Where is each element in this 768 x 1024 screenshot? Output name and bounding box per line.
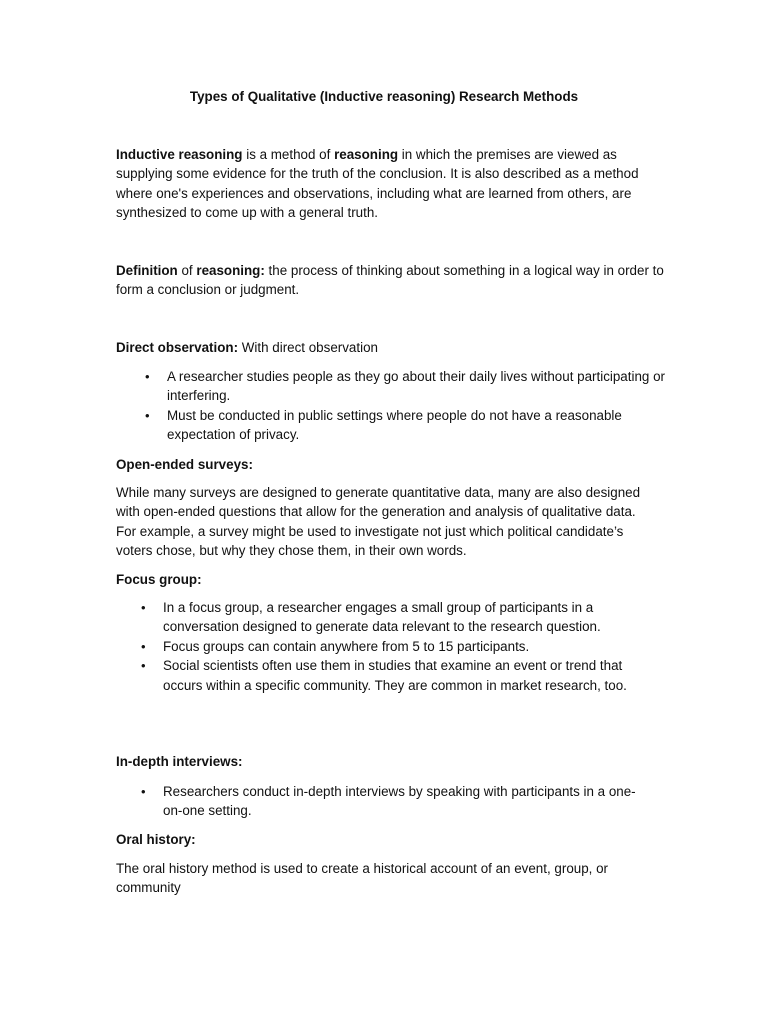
- in-depth-heading: In-depth interviews:: [116, 754, 243, 769]
- inductive-term: Inductive reasoning: [116, 147, 243, 162]
- inductive-paragraph: [116, 145, 676, 223]
- list-item: • Social scientists often use them in studies that examine an event or trend that occurs within a specific community. They are common in market research, too.: [141, 656, 641, 695]
- open-ended-paragraph: While many surveys are designed to generate quantitative data, many are also designed with open-ended questions that allow for the generation and analysis of qualitative data. For example, a survey might be used to investigate not just which political candidate’s voters chose, but why they chose them, in their own words.: [116, 485, 641, 559]
- list-item: • A researcher studies people as they go about their daily lives without participating or interfering.: [145, 367, 665, 406]
- direct-observation-heading-line: [116, 338, 676, 357]
- list-item: • Must be conducted in public settings where people do not have a reasonable expectation of privacy.: [145, 406, 665, 445]
- list-item: • Researchers conduct in-depth interviews by speaking with participants in a one-on-one setting.: [141, 782, 641, 821]
- list-item: • Focus groups can contain anywhere from 5 to 15 participants.: [141, 637, 641, 656]
- definition-text-1: of: [177, 263, 197, 278]
- oral-history-heading: Oral history:: [116, 832, 196, 847]
- direct-observation-intro: With direct observation: [238, 340, 378, 355]
- inductive-text-1: is a method of: [242, 147, 335, 162]
- direct-observation-list: [145, 367, 665, 445]
- inductive-text-2: in which the premises are viewed as supplying some evidence for the truth of the conclusion. It is also described as a method where one's experiences and observations, including what are learned from others, are synthesized to come up with a general truth.: [116, 147, 639, 221]
- focus-group-heading: Focus group:: [116, 572, 202, 587]
- open-ended-heading: Open-ended surveys:: [116, 457, 253, 472]
- reasoning-term: reasoning: [334, 147, 399, 162]
- definition-paragraph: [116, 261, 676, 300]
- document-title: Types of Qualitative (Inductive reasoning) Research Methods: [189, 89, 579, 104]
- direct-observation-heading: Direct observation:: [116, 340, 239, 355]
- in-depth-list: [141, 782, 641, 821]
- definition-term: Definition: [116, 263, 178, 278]
- definition-text-2: the process of thinking about something in a logical way in order to form a conclusion or judgment.: [116, 263, 664, 298]
- definition-term-2: reasoning:: [196, 263, 265, 278]
- list-item: • In a focus group, a researcher engages a small group of participants in a conversation designed to generate data relevant to the research question.: [141, 598, 641, 637]
- oral-history-paragraph: The oral history method is used to create a historical account of an event, group, or community: [116, 861, 609, 896]
- focus-group-list: [141, 598, 641, 695]
